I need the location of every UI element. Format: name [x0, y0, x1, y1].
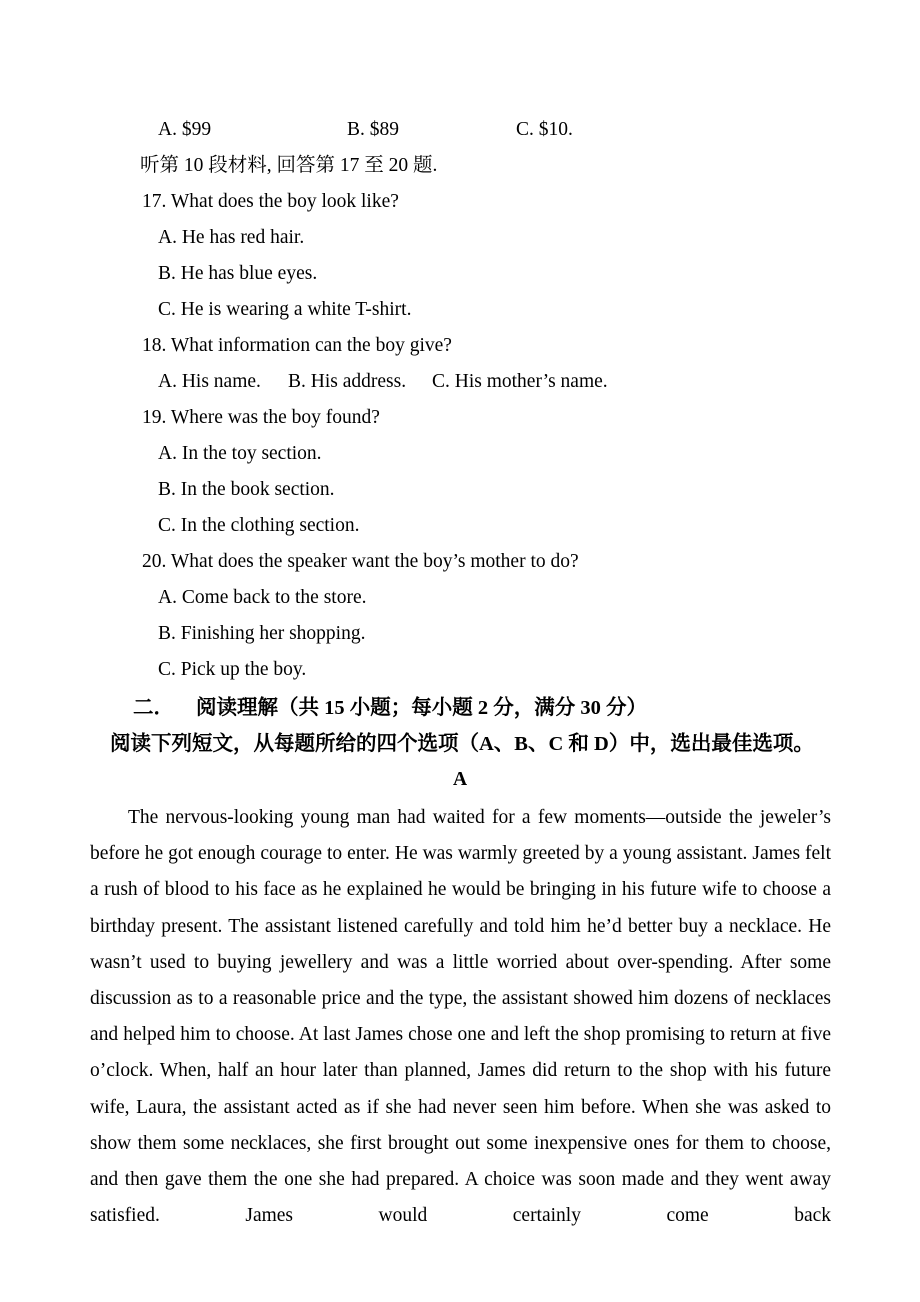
question-17-option-a: A. He has red hair. — [158, 227, 305, 248]
question-19-option-a: A. In the toy section. — [158, 443, 322, 464]
question-prompt-20: 20. What does the speaker want the boy’s mother to do? — [142, 551, 579, 572]
question-prompt-18: 18. What information can the boy give? — [142, 335, 452, 356]
question-19-option-b: B. In the book section. — [158, 479, 335, 500]
question-17-option-b: B. He has blue eyes. — [158, 263, 318, 284]
option-b: B. $89 — [347, 119, 400, 140]
reading-section-title: 阅读理解（共 15 小题；每小题 2 分，满分 30 分） — [196, 697, 647, 719]
question-18-options-row — [0, 364, 920, 400]
passage-body-a: The nervous-looking young man had waited for a few moments—outside the jeweler’s before he got enough courage to enter. He was warmly greeted by a young assistant. James felt a rush of blood to his face as he explained he would be bringing in his future wife to choose a birthday present. The assistant listened carefully and told him he’d better buy a necklace. He wasn’t used to buying jewellery and was a little worried about over-spending. After some discussion as to a reasonable price and the type, the assistant showed him dozens of necklaces and helped him to choose. At last James chose one and left the shop promising to return at five o’clock. When, half an hour later than planned, James did return to the shop with his future wife, Laura, the assistant acted as if she had never seen him before. When she was asked to show them some necklaces, she first brought out some inexpensive ones for them to choose, and then gave them the one she had prepared. A choice was soon made and they went away satisfied. James would certainly come back — [90, 807, 831, 1227]
question-18-option-c: C. His mother’s name. — [432, 371, 608, 392]
listening-section — [0, 112, 920, 688]
question-20-option-a: A. Come back to the store. — [158, 587, 367, 608]
question-prompt-17: 17. What does the boy look like? — [142, 191, 399, 212]
question-18-option-a: A. His name. — [158, 371, 261, 392]
question-18-option-b: B. His address. — [288, 371, 407, 392]
reading-section-instruction: 阅读下列短文，从每题所给的四个选项（A、B、C 和 D）中，选出最佳选项。 — [110, 733, 814, 755]
question-20-option-c: C. Pick up the boy. — [158, 659, 307, 680]
reading-section-number: 二． — [133, 697, 174, 719]
question-17-option-c: C. He is wearing a white T-shirt. — [158, 299, 412, 320]
reading-section-heading — [0, 690, 920, 726]
question-20-option-b: B. Finishing her shopping. — [158, 623, 366, 644]
option-c: C. $10. — [516, 119, 573, 140]
option-a: A. $99 — [158, 119, 212, 140]
listening-material-note: 听第 10 段材料, 回答第 17 至 20 题. — [140, 155, 438, 176]
passage-label-a: A — [452, 769, 468, 790]
question-19-option-c: C. In the clothing section. — [158, 515, 360, 536]
answer-row-question-16 — [0, 112, 920, 148]
question-prompt-19: 19. Where was the boy found? — [142, 407, 380, 428]
